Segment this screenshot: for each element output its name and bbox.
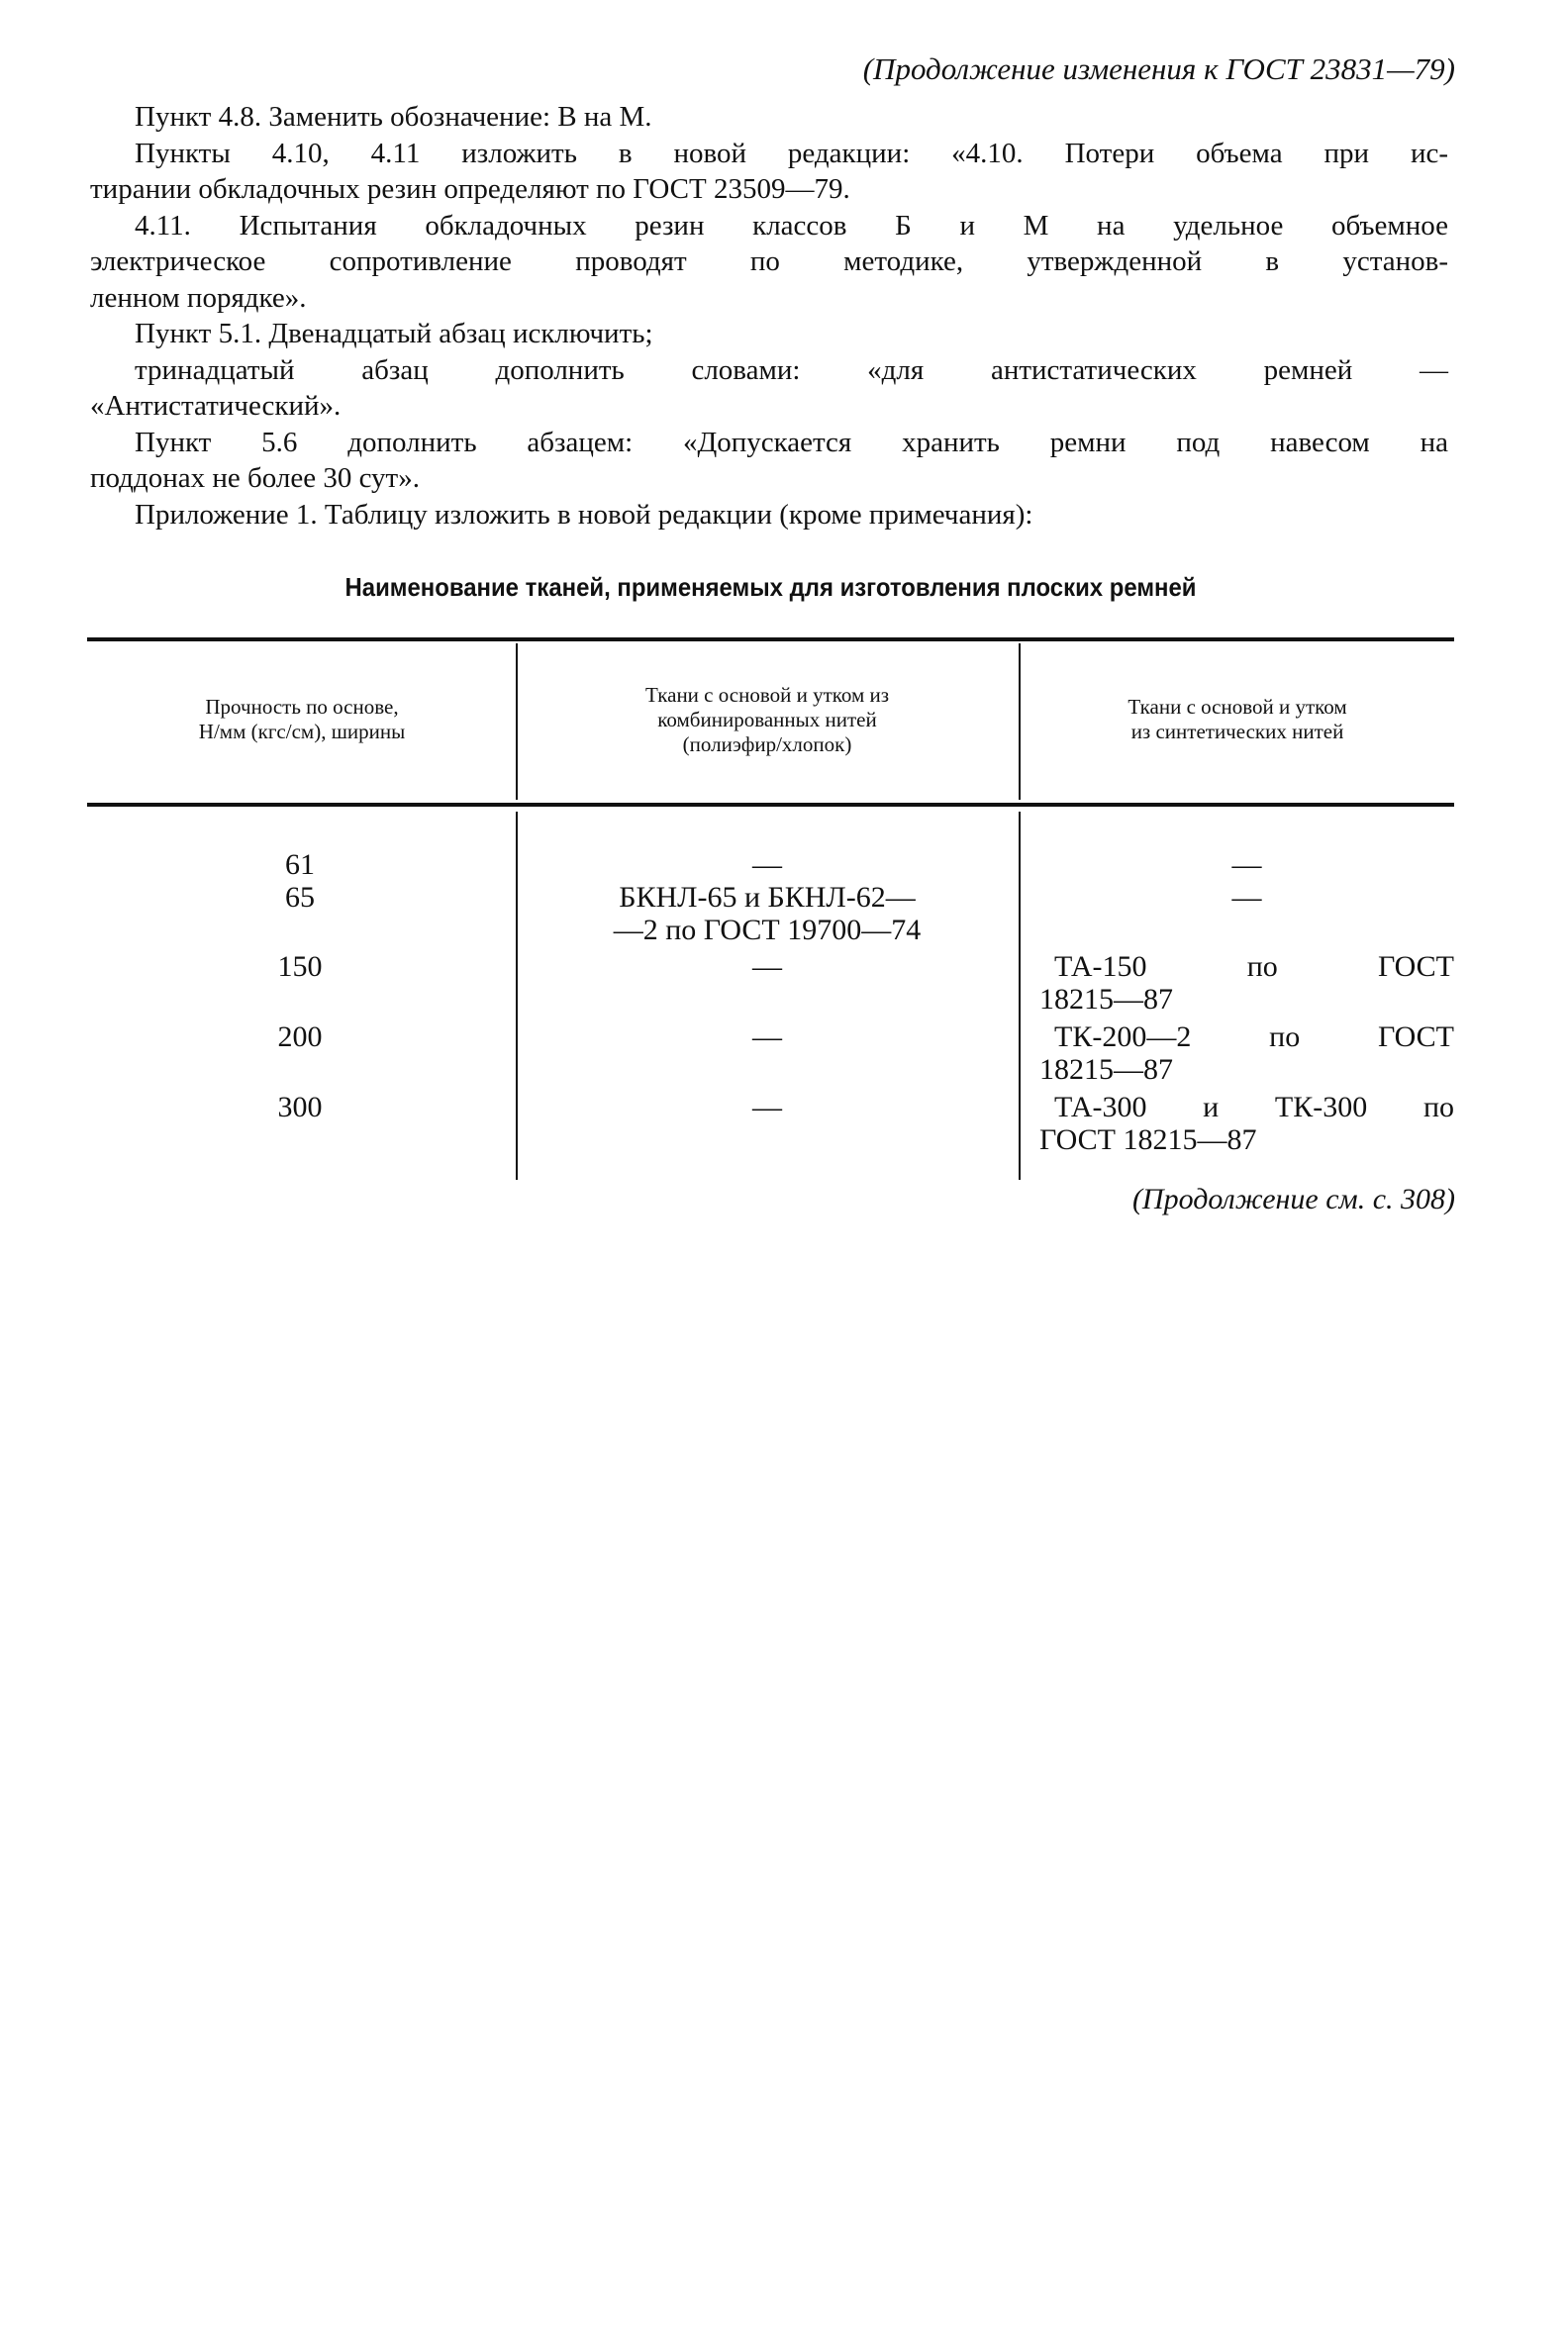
cell-line: —2 по ГОСТ 19700—74 bbox=[613, 914, 922, 946]
column-divider bbox=[516, 643, 518, 800]
continuation-note: (Продолжение см. с. 308) bbox=[1131, 1183, 1455, 1215]
table-cell-strength: 200 bbox=[277, 1020, 323, 1053]
cell-line: ТК-200—2 по ГОСТ bbox=[1054, 1020, 1454, 1053]
table-top-rule bbox=[87, 637, 1454, 641]
table-header-rule bbox=[87, 803, 1454, 807]
table-title: Наименование тканей, применяемых для изготовления плоских ремней bbox=[344, 572, 1197, 602]
table-cell-combined: — bbox=[752, 1091, 782, 1123]
header-line: (полиэфир/хлопок) bbox=[682, 732, 852, 756]
column-header-synthetic bbox=[1029, 695, 1445, 744]
table-cell-combined: — bbox=[752, 950, 782, 983]
cell-line: ТА-150 по ГОСТ bbox=[1054, 950, 1454, 983]
table-cell-synthetic bbox=[1039, 950, 1454, 1016]
text-line: электрическое сопротивление проводят по методике, утвержденной в установ- bbox=[90, 245, 1448, 277]
text-line: «Антистатический». bbox=[90, 390, 342, 422]
column-divider bbox=[1019, 812, 1021, 1180]
text-line: тирании обкладочных резин определяют по ГОСТ 23509—79. bbox=[90, 173, 850, 205]
column-header-combined bbox=[525, 683, 1010, 757]
table-cell-strength: 65 bbox=[285, 881, 315, 914]
cell-line: ГОСТ 18215—87 bbox=[1039, 1123, 1257, 1156]
table-cell-synthetic bbox=[1039, 1091, 1454, 1156]
header-line: комбинированных нитей bbox=[657, 708, 877, 731]
cell-line: ТА-300 и ТК-300 по bbox=[1054, 1091, 1454, 1123]
column-divider bbox=[1019, 643, 1021, 800]
table-cell-combined: — bbox=[752, 848, 782, 881]
column-divider bbox=[516, 812, 518, 1180]
text-line: Приложение 1. Таблицу изложить в новой редакции (кроме примечания): bbox=[135, 498, 1033, 531]
header-line: Ткани с основой и утком из bbox=[644, 683, 890, 707]
table-cell-synthetic bbox=[1039, 1020, 1454, 1086]
text-line: ленном порядке». bbox=[90, 281, 307, 314]
text-line: 4.11. Испытания обкладочных резин классов Б и М на удельное объемное bbox=[135, 209, 1448, 242]
header-line: из синтетических нитей bbox=[1130, 720, 1344, 743]
table-cell-strength: 150 bbox=[277, 950, 323, 983]
text-line: Пункт 5.1. Двенадцатый абзац исключить; bbox=[135, 318, 653, 349]
amendment-text bbox=[90, 99, 1448, 533]
header-line: Н/мм (кгс/см), ширины bbox=[198, 720, 406, 743]
table-cell-synthetic: — bbox=[1231, 848, 1262, 881]
text-line: Пункт 4.8. Заменить обозначение: В на М. bbox=[135, 101, 652, 133]
column-header-strength bbox=[99, 695, 505, 744]
cell-line: 18215—87 bbox=[1039, 1053, 1173, 1086]
text-line: Пункт 5.6 дополнить абзацем: «Допускается хранить ремни под навесом на bbox=[135, 426, 1448, 458]
table-cell-strength: 300 bbox=[277, 1091, 323, 1123]
table-cell-combined: — bbox=[752, 1020, 782, 1053]
text-line: поддонах не более 30 сут». bbox=[90, 462, 420, 494]
header-line: Прочность по основе, bbox=[205, 695, 399, 719]
text-line: Пункты 4.10, 4.11 изложить в новой редакции: «4.10. Потери объема при ис- bbox=[135, 137, 1448, 169]
table-cell-strength: 61 bbox=[285, 848, 315, 881]
text-line: тринадцатый абзац дополнить словами: «для антистатических ремней — bbox=[135, 353, 1448, 386]
page-header: (Продолжение изменения к ГОСТ 23831—79) bbox=[862, 51, 1455, 86]
cell-line: 18215—87 bbox=[1039, 983, 1173, 1016]
table-cell-combined bbox=[535, 881, 1000, 946]
cell-line: БКНЛ-65 и БКНЛ-62— bbox=[619, 881, 916, 914]
table-cell-synthetic: — bbox=[1231, 881, 1262, 914]
header-line: Ткани с основой и утком bbox=[1127, 695, 1347, 719]
